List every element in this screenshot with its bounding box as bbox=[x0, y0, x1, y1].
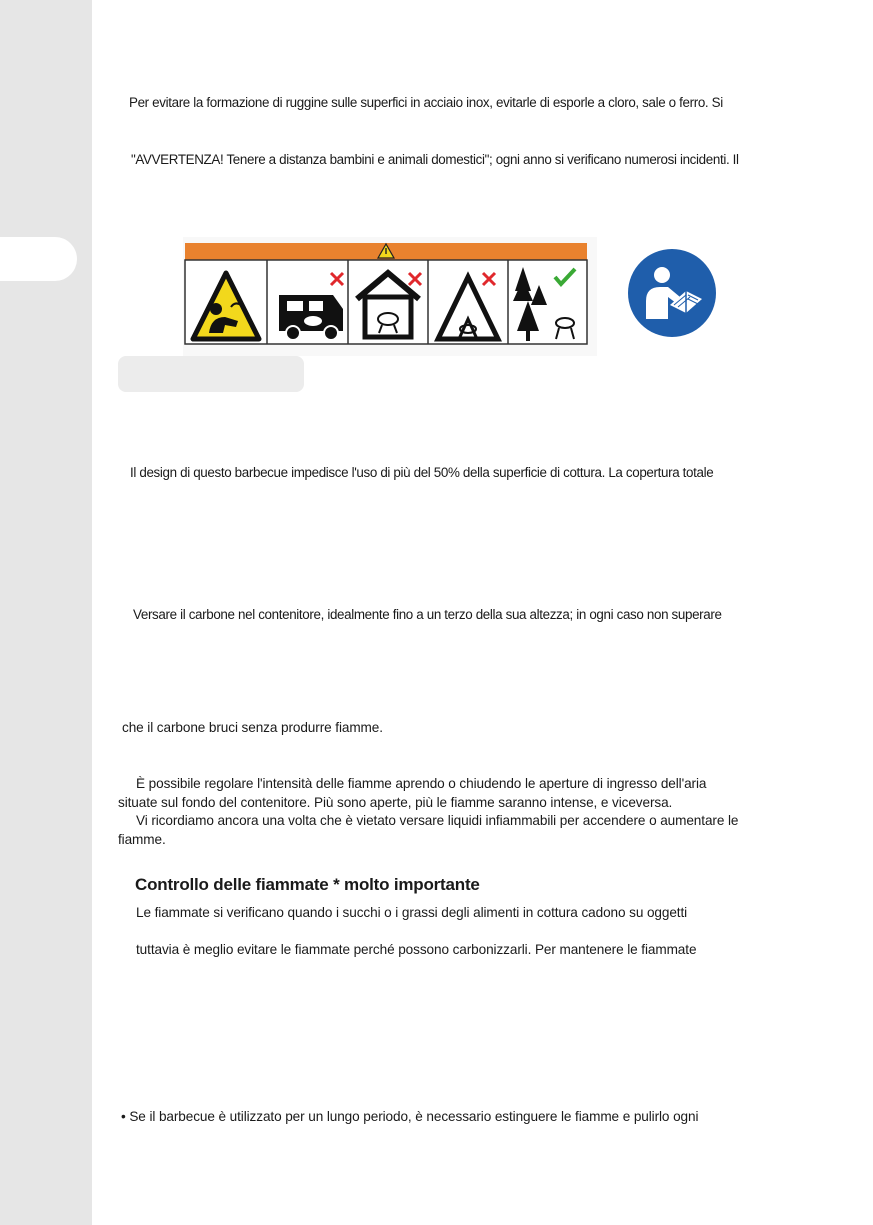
section-header-placeholder bbox=[118, 356, 304, 392]
paragraph-rust: Per evitare la formazione di ruggine sulle superfici in acciaio inox, evitarle di esporle a cloro, sale o ferro. Si bbox=[129, 95, 723, 110]
paragraph-charcoal: Versare il carbone nel contenitore, idealmente fino a un terzo della sua altezza; in ogni caso non superare bbox=[133, 607, 722, 622]
paragraph-warning: "AVVERTENZA! Tenere a distanza bambini e animali domestici"; ogni anno si verificano numerosi incidenti. Il bbox=[131, 152, 739, 167]
page-sidebar-margin bbox=[0, 0, 92, 1225]
paragraph-adjust-2: situate sul fondo del contenitore. Più sono aperte, più le fiamme saranno intense, e viceversa. bbox=[118, 795, 673, 810]
warning-pictogram-strip bbox=[183, 237, 597, 356]
section-line-2: tuttavia è meglio evitare le fiammate perché possono carbonizzarli. Per mantenere le fiammate bbox=[136, 942, 697, 957]
paragraph-reminder-1: Vi ricordiamo ancora una volta che è vietato versare liquidi infiammabili per accendere o aumentare le bbox=[136, 813, 739, 828]
paragraph-adjust-1: È possibile regolare l'intensità delle fiamme aprendo o chiudendo le aperture di ingresso dell'aria bbox=[136, 776, 707, 791]
section-line-1: Le fiammate si verificano quando i succhi o i grassi degli alimenti in cottura cadono su oggetti bbox=[136, 905, 688, 920]
bullet-item: • Se il barbecue è utilizzato per un lungo periodo, è necessario estinguere le fiamme e pulirlo ogni bbox=[121, 1109, 699, 1124]
paragraph-design: Il design di questo barbecue impedisce l'uso di più del 50% della superficie di cottura. La copertura totale bbox=[130, 465, 714, 480]
paragraph-reminder-2: fiamme. bbox=[118, 832, 166, 847]
page-tab-marker bbox=[0, 237, 77, 281]
paragraph-burn: che il carbone bruci senza produrre fiamme. bbox=[122, 720, 383, 735]
read-manual-icon bbox=[628, 249, 716, 337]
section-heading: Controllo delle fiammate * molto importante bbox=[135, 875, 480, 894]
